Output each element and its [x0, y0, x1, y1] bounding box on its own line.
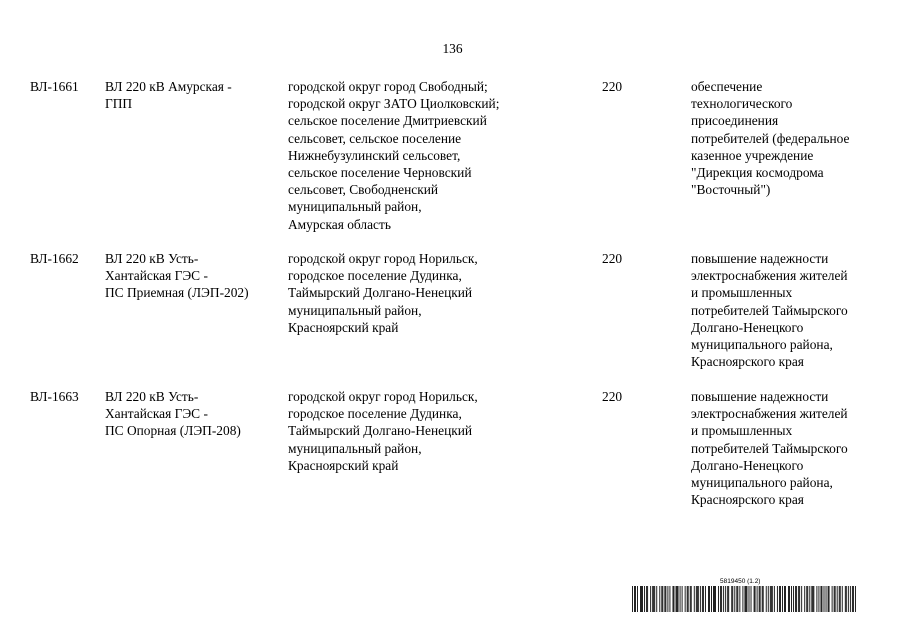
barcode-bar — [798, 586, 799, 612]
barcode-bar — [632, 586, 633, 612]
barcode-bar — [763, 586, 764, 612]
barcode-bar — [784, 586, 785, 612]
barcode-bar — [659, 586, 660, 612]
barcode-bar — [829, 586, 830, 612]
line-voltage: 220 — [602, 389, 623, 404]
barcode-bar — [826, 586, 827, 612]
barcode-bar — [807, 586, 808, 612]
barcode-bar — [727, 586, 728, 612]
barcode-bar — [634, 586, 635, 612]
barcode-bar — [850, 586, 851, 612]
line-voltage: 220 — [602, 251, 623, 266]
line-territory: городской округ город Норильск, городское поселение Дудинка, Таймырский Долгано-Ненецкий муниципальный район, Красноярский край — [288, 389, 478, 473]
barcode-bar — [793, 586, 794, 612]
barcode — [632, 578, 856, 614]
barcode-bar — [832, 586, 833, 612]
barcode-bar — [703, 586, 704, 612]
barcode-bar — [656, 586, 657, 612]
barcode-bar — [804, 586, 805, 612]
barcode-bar — [723, 586, 724, 612]
barcode-bar — [785, 586, 786, 612]
barcode-bar — [732, 586, 733, 612]
barcode-bar — [737, 586, 738, 612]
line-purpose: повышение надежности электроснабжения жителей и промышленных потребителей Таймырского Долгано-Ненецкого муниципального района, Красноярского края — [691, 389, 848, 508]
barcode-bar — [749, 586, 750, 612]
line-territory: городской округ город Норильск, городское поселение Дудинка, Таймырский Долгано-Ненецкий муниципальный район, Красноярский край — [288, 251, 478, 335]
barcode-bar — [782, 586, 783, 612]
barcode-bar — [842, 586, 843, 612]
barcode-bar — [688, 586, 689, 612]
barcode-bar — [780, 586, 781, 612]
barcode-bar — [839, 586, 840, 612]
barcode-bar — [734, 586, 735, 612]
barcode-bar — [835, 586, 836, 612]
barcode-bar — [665, 586, 666, 612]
barcode-bar — [772, 586, 773, 612]
barcode-bar — [674, 586, 675, 612]
barcode-bar — [647, 586, 648, 612]
barcode-bar — [799, 586, 800, 612]
barcode-bar — [640, 586, 641, 612]
barcode-bar — [848, 586, 849, 612]
barcode-bar — [755, 586, 756, 612]
barcode-bar — [801, 586, 802, 612]
barcode-bar — [641, 586, 642, 612]
line-name: ВЛ 220 кВ Амурская - ГПП — [105, 79, 232, 112]
barcode-bar — [809, 586, 810, 612]
barcode-bar — [747, 586, 748, 612]
line-name: ВЛ 220 кВ Усть- Хантайская ГЭС - ПС Приемная (ЛЭП-202) — [105, 251, 249, 301]
barcode-bar — [702, 586, 703, 612]
barcode-bar — [697, 586, 698, 612]
barcode-bars — [632, 586, 856, 612]
barcode-bar — [731, 586, 732, 612]
barcode-bar — [653, 586, 654, 612]
barcode-bar — [728, 586, 729, 612]
barcode-bar — [759, 586, 760, 612]
barcode-bar — [705, 586, 706, 612]
barcode-bar — [676, 586, 677, 612]
barcode-bar — [711, 586, 712, 612]
barcode-bar — [821, 586, 822, 612]
barcode-bar — [779, 586, 780, 612]
line-territory: городской округ город Свободный; городской округ ЗАТО Циолковский; сельское поселение Дмитриевский сельсовет, сельское поселение Нижнебузулинский сельсовет, сельское поселение Черновский сельсовет, Свободненский муниципальный район, Амурская область — [288, 79, 500, 232]
barcode-number: 5819450 (1.2) — [720, 578, 761, 585]
barcode-bar — [637, 586, 638, 612]
barcode-bar — [746, 586, 747, 612]
barcode-bar — [680, 586, 681, 612]
barcode-bar — [654, 586, 655, 612]
line-code: ВЛ-1661 — [30, 79, 79, 94]
barcode-bar — [754, 586, 755, 612]
barcode-bar — [661, 586, 662, 612]
barcode-bar — [846, 586, 847, 612]
barcode-bar — [667, 586, 668, 612]
barcode-bar — [736, 586, 737, 612]
line-purpose: обеспечение технологического присоединения потребителей (федеральное казенное учреждение "Дирекция космодрома "Восточный") — [691, 79, 850, 198]
barcode-bar — [757, 586, 758, 612]
barcode-bar — [777, 586, 778, 612]
barcode-bar — [714, 586, 715, 612]
barcode-bar — [677, 586, 678, 612]
barcode-bar — [708, 586, 709, 612]
barcode-bar — [828, 586, 829, 612]
barcode-bar — [644, 586, 645, 612]
barcode-bar — [721, 586, 722, 612]
barcode-bar — [791, 586, 792, 612]
barcode-bar — [687, 586, 688, 612]
barcode-bar — [725, 586, 726, 612]
line-purpose: повышение надежности электроснабжения жителей и промышленных потребителей Таймырского Долгано-Ненецкого муниципального района, Красноярского края — [691, 251, 848, 370]
line-voltage: 220 — [602, 79, 623, 94]
barcode-bar — [837, 586, 838, 612]
barcode-bar — [642, 586, 643, 612]
barcode-bar — [840, 586, 841, 612]
line-name: ВЛ 220 кВ Усть- Хантайская ГЭС - ПС Опорная (ЛЭП-208) — [105, 389, 241, 439]
barcode-bar — [796, 586, 797, 612]
barcode-bar — [691, 586, 692, 612]
barcode-bar — [774, 586, 775, 612]
barcode-bar — [760, 586, 761, 612]
barcode-bar — [745, 586, 746, 612]
barcode-bar — [698, 586, 699, 612]
barcode-bar — [646, 586, 647, 612]
barcode-bar — [720, 586, 721, 612]
barcode-bar — [845, 586, 846, 612]
line-code: ВЛ-1662 — [30, 251, 79, 266]
barcode-bar — [818, 586, 819, 612]
barcode-bar — [694, 586, 695, 612]
barcode-bar — [664, 586, 665, 612]
barcode-bar — [662, 586, 663, 612]
barcode-bar — [700, 586, 701, 612]
barcode-bar — [690, 586, 691, 612]
barcode-bar — [853, 586, 854, 612]
barcode-bar — [834, 586, 835, 612]
barcode-bar — [670, 586, 671, 612]
barcode-bar — [742, 586, 743, 612]
barcode-bar — [789, 586, 790, 612]
barcode-bar — [770, 586, 771, 612]
barcode-bar — [652, 586, 653, 612]
barcode-bar — [682, 586, 683, 612]
barcode-bar — [709, 586, 710, 612]
barcode-bar — [739, 586, 740, 612]
barcode-bar — [811, 586, 812, 612]
barcode-bar — [650, 586, 651, 612]
barcode-bar — [771, 586, 772, 612]
barcode-bar — [678, 586, 679, 612]
barcode-bar — [824, 586, 825, 612]
barcode-bar — [768, 586, 769, 612]
barcode-bar — [852, 586, 853, 612]
barcode-bar — [822, 586, 823, 612]
barcode-bar — [718, 586, 719, 612]
barcode-bar — [813, 586, 814, 612]
barcode-bar — [635, 586, 636, 612]
barcode-bar — [812, 586, 813, 612]
barcode-bar — [806, 586, 807, 612]
barcode-bar — [762, 586, 763, 612]
barcode-bar — [685, 586, 686, 612]
barcode-bar — [696, 586, 697, 612]
barcode-bar — [788, 586, 789, 612]
barcode-bar — [715, 586, 716, 612]
barcode-bar — [751, 586, 752, 612]
barcode-bar — [855, 586, 856, 612]
barcode-bar — [673, 586, 674, 612]
barcode-bar — [713, 586, 714, 612]
barcode-bar — [766, 586, 767, 612]
barcode-bar — [795, 586, 796, 612]
barcode-bar — [816, 586, 817, 612]
page-number: 136 — [442, 41, 463, 56]
line-code: ВЛ-1663 — [30, 389, 79, 404]
